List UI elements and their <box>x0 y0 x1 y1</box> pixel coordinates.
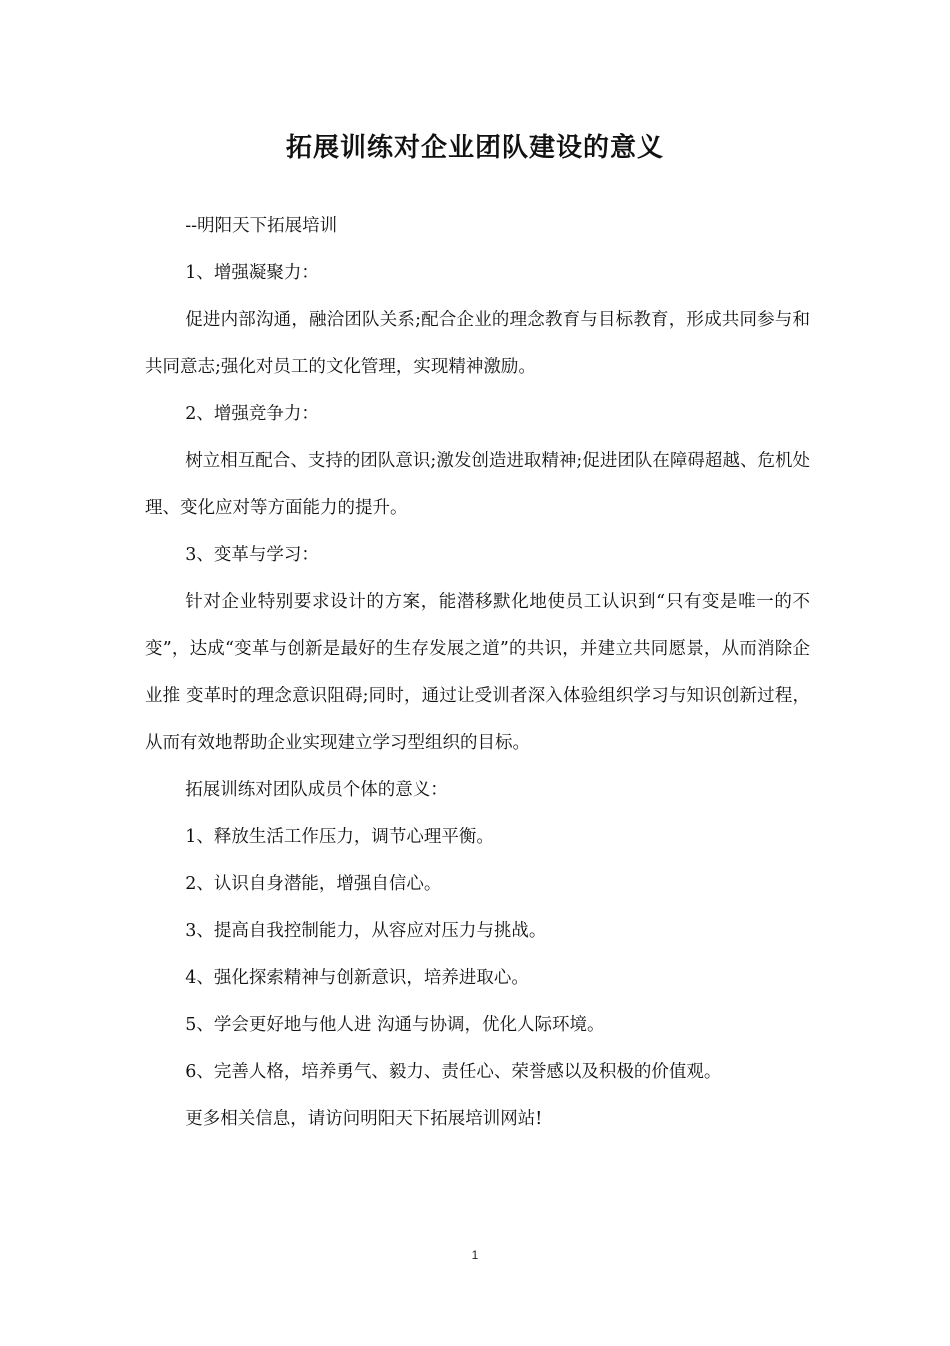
document-body <box>145 203 810 1143</box>
list-item: 4、强化探索精神与创新意识，培养进取心。 <box>185 968 529 988</box>
page-number: 1 <box>471 1248 479 1262</box>
section-heading-change-learning: 3、变革与学习： <box>185 545 319 565</box>
list-item: 1、释放生活工作压力，调节心理平衡。 <box>185 827 494 847</box>
section-heading-cohesion: 1、增强凝聚力： <box>185 263 319 283</box>
list-item: 2、认识自身潜能，增强自信心。 <box>185 874 442 894</box>
paragraph-change-learning: 针对企业特别要求设计的方案，能潜移默化地使员工认识到“只有变是唯一的不变”，达成“变革与创新是最好的生存发展之道”的共识，并建立共同愿景，从而消除企业推 变革时的理念意识阻碍;同时，通过让受训者深入体验组织学习与知识创新过程，从而有效地帮助企业实现建立学习型组织的目标。 <box>145 592 810 753</box>
section-heading-individual-meaning: 拓展训练对团队成员个体的意义： <box>185 780 448 800</box>
paragraph-competitiveness: 树立相互配合、支持的团队意识;激发创造进取精神;促进团队在障碍超越、危机处理、变化应对等方面能力的提升。 <box>145 451 810 518</box>
subtitle-source: --明阳天下拓展培训 <box>185 216 338 236</box>
closing-note: 更多相关信息，请访问明阳天下拓展培训网站! <box>185 1109 543 1129</box>
list-item: 5、学会更好地与他人进 沟通与协调，优化人际环境。 <box>185 1015 605 1035</box>
document-title: 拓展训练对企业团队建设的意义 <box>285 133 664 163</box>
list-item: 6、完善人格，培养勇气、毅力、责任心、荣誉感以及积极的价值观。 <box>185 1062 722 1082</box>
paragraph-cohesion: 促进内部沟通，融洽团队关系;配合企业的理念教育与目标教育，形成共同参与和共同意志;强化对员工的文化管理，实现精神激励。 <box>145 310 810 377</box>
section-heading-competitiveness: 2、增强竞争力： <box>185 404 319 424</box>
list-item: 3、提高自我控制能力，从容应对压力与挑战。 <box>185 921 547 941</box>
